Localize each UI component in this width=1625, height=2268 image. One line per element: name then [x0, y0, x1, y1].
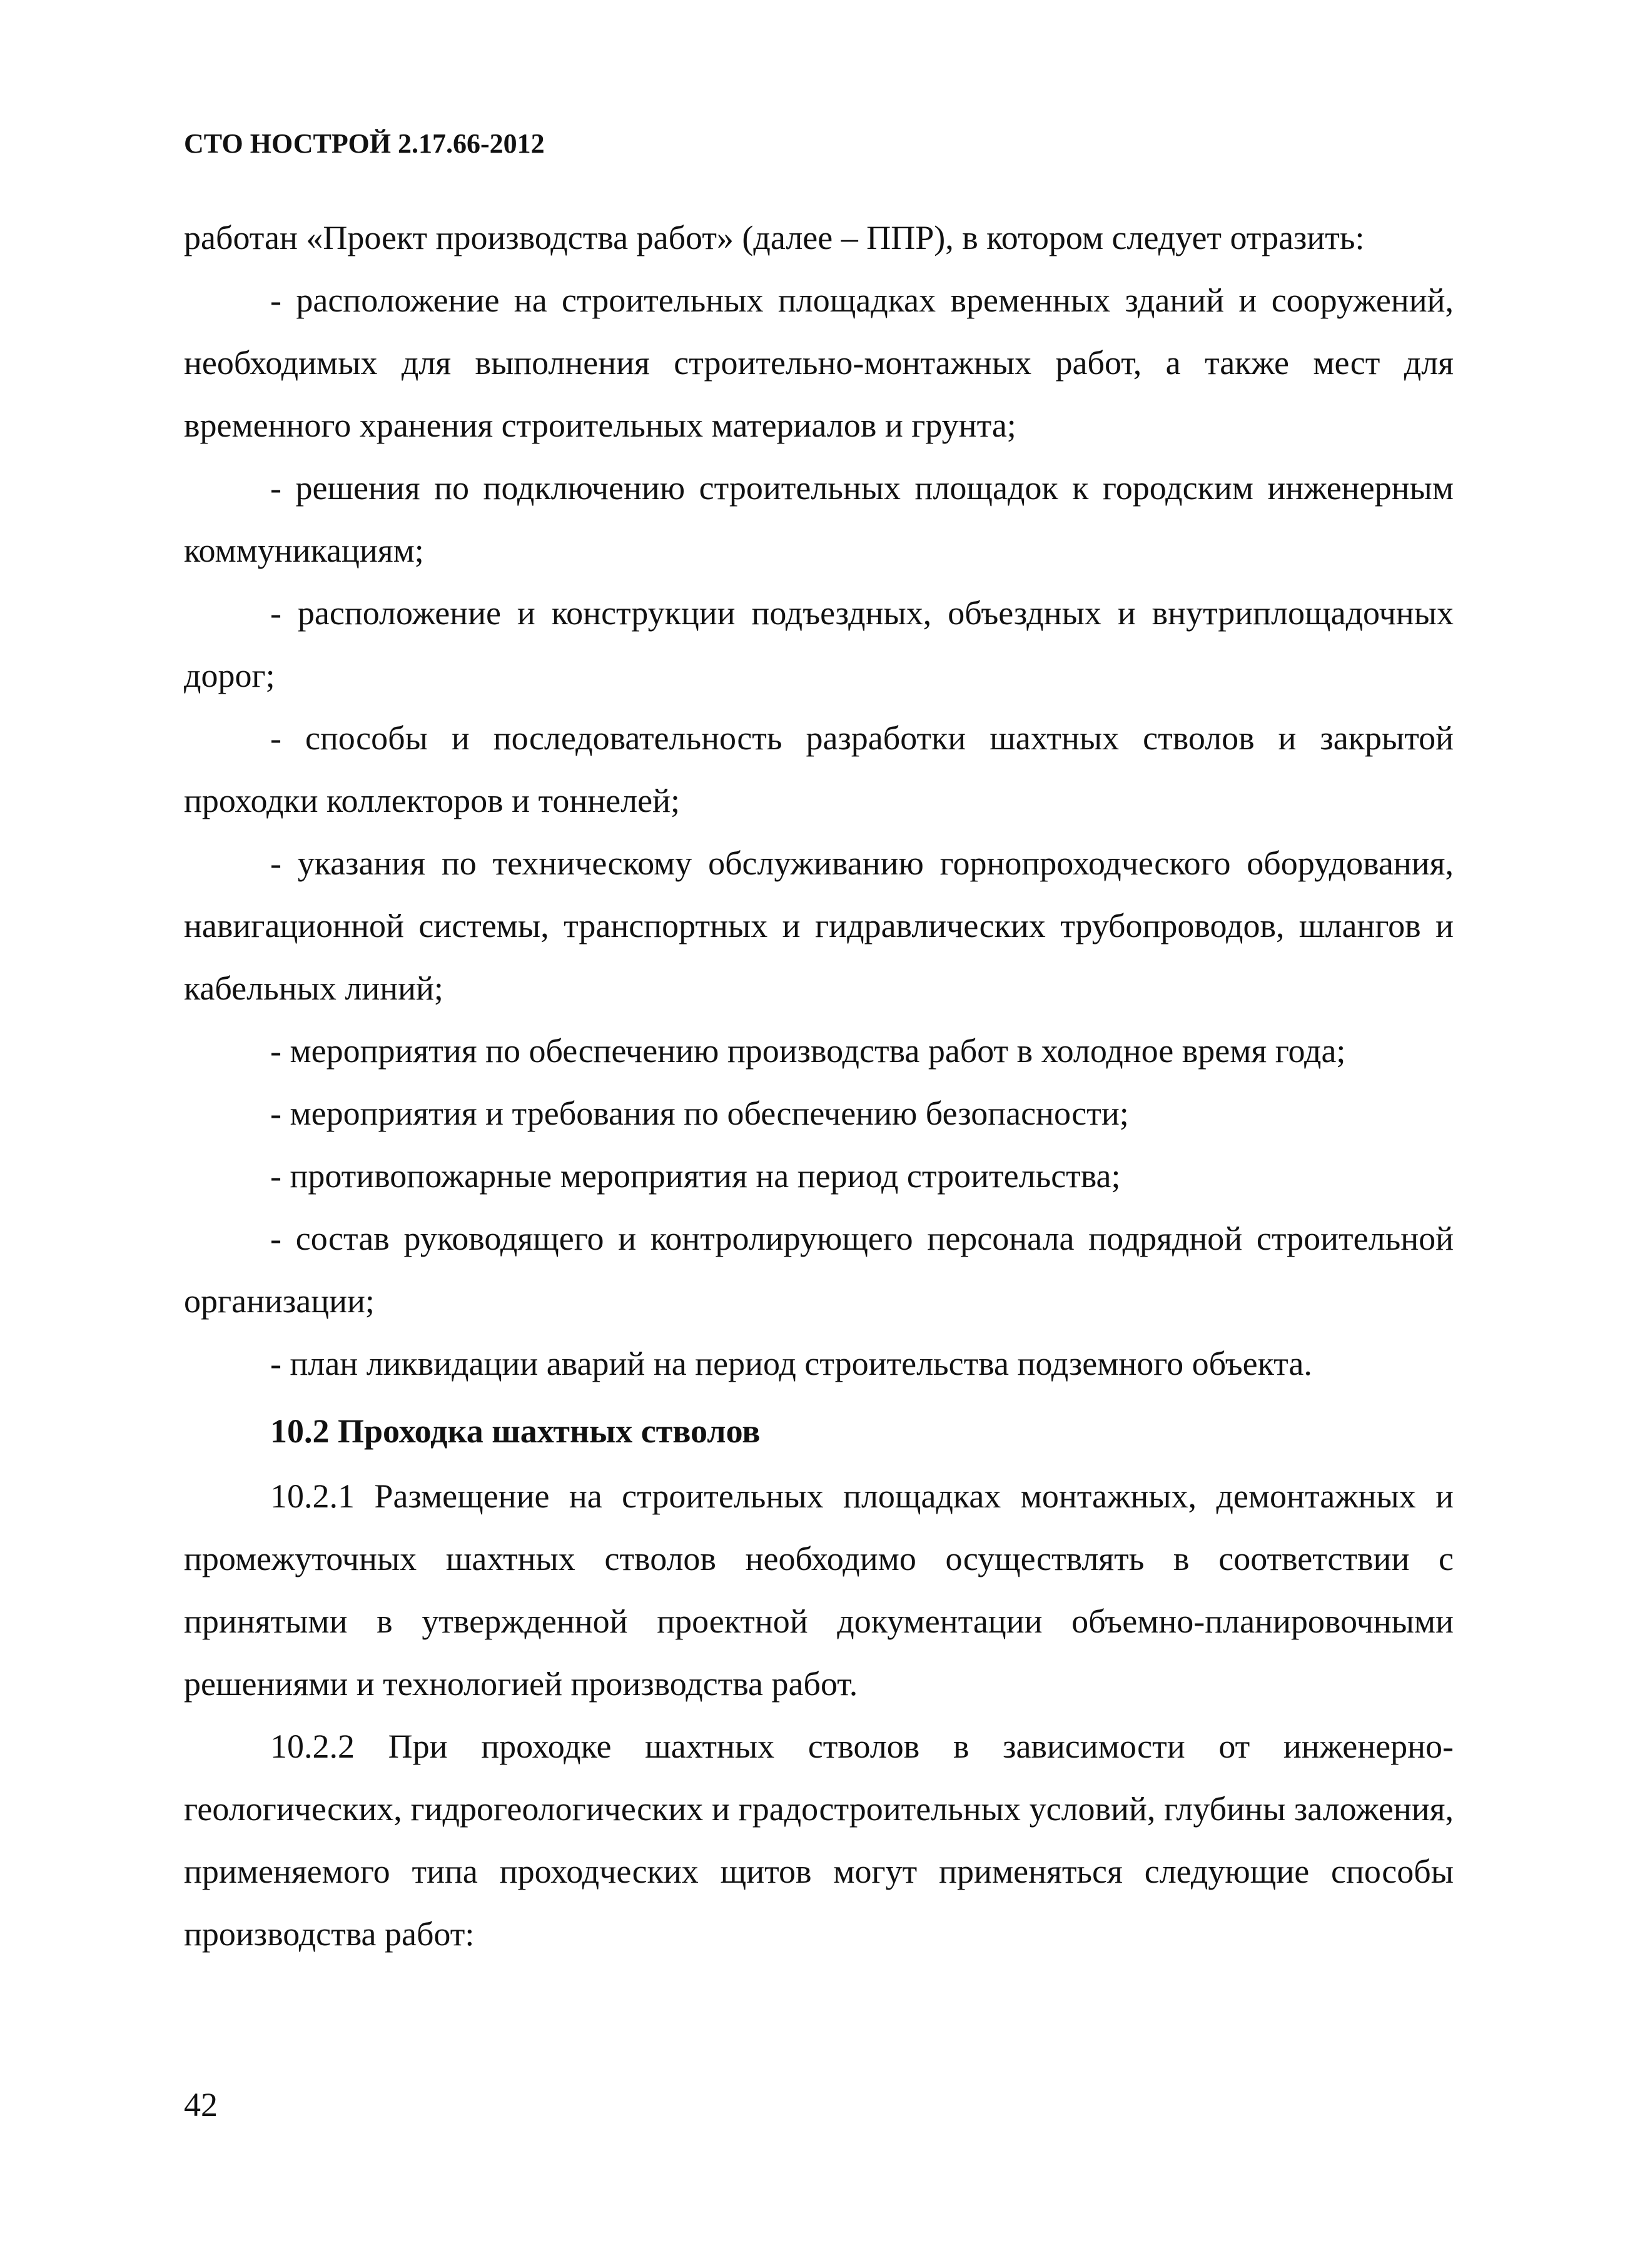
body-paragraph: 10.2.2 При проходке шахтных стволов в зависимости от инженерно-геологических, гидрогеологических и градостроительных условий, глубины заложения, применяемого типа проходческих щитов могут применяться следующие способы производства работ: [184, 1728, 1454, 1953]
list-item: - расположение и конструкции подъездных, объездных и внутриплощадочных дорог; [184, 594, 1454, 694]
body-paragraph: 10.2.1 Размещение на строительных площадках монтажных, демонтажных и промежуточных шахтных стволов необходимо осуществлять в соответствии с принятыми в утвержденной проектной документации объемно-планировочными решениями и технологией производства работ. [184, 1477, 1454, 1703]
list-item: - план ликвидации аварий на период строительства подземного объекта. [270, 1345, 1312, 1382]
document-body [184, 206, 1454, 1965]
page-number: 42 [184, 2086, 218, 2124]
section-heading: 10.2 Проходка шахтных стволов [270, 1412, 761, 1450]
list-item: - противопожарные мероприятия на период строительства; [270, 1157, 1121, 1195]
list-item: - мероприятия и требования по обеспечению безопасности; [270, 1095, 1129, 1132]
list-item: - способы и последовательность разработки шахтных стволов и закрытой проходки коллекторов и тоннелей; [184, 719, 1454, 819]
document-header: СТО НОСТРОЙ 2.17.66-2012 [184, 128, 545, 159]
intro-paragraph: работан «Проект производства работ» (далее – ППР), в котором следует отразить: [184, 219, 1365, 256]
list-item: - указания по техническому обслуживанию горнопроходческого оборудования, навигационной системы, транспортных и гидравлических трубопроводов, шлангов и кабельных линий; [184, 844, 1454, 1007]
list-item: - расположение на строительных площадках временных зданий и сооружений, необходимых для выполнения строительно-монтажных работ, а также мест для временного хранения строительных материалов и грунта; [184, 281, 1454, 444]
list-item: - решения по подключению строительных площадок к городским инженерным коммуникациям; [184, 469, 1454, 569]
list-item: - состав руководящего и контролирующего персонала подрядной строительной организации; [184, 1220, 1454, 1320]
list-item: - мероприятия по обеспечению производства работ в холодное время года; [270, 1032, 1346, 1070]
